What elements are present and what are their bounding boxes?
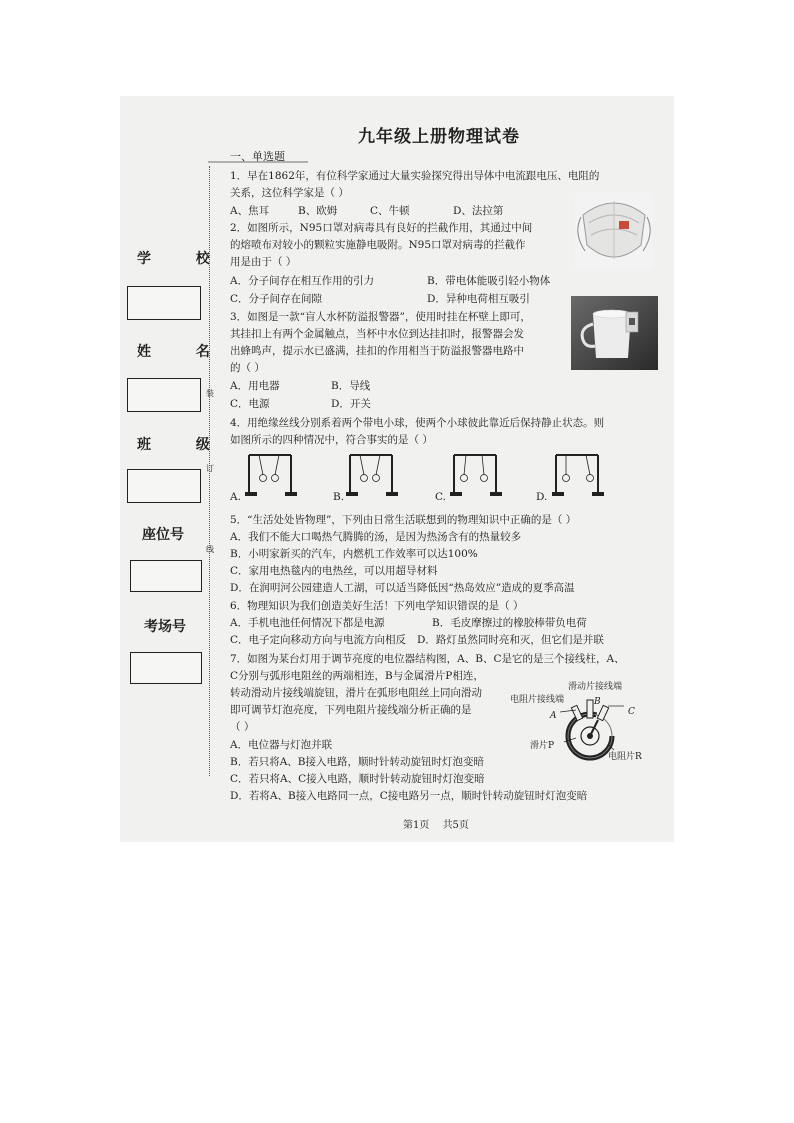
section-underline bbox=[208, 160, 308, 164]
page-number: 第1页 bbox=[403, 820, 430, 831]
potentiometer-diagram bbox=[530, 692, 640, 762]
exam-room-field[interactable] bbox=[130, 652, 202, 684]
q4-figure-c bbox=[450, 453, 506, 499]
class-field[interactable] bbox=[127, 469, 201, 503]
fig7-resistor-terminal-label: 电阻片接线端 bbox=[510, 695, 565, 705]
q4-option-b: B. bbox=[333, 491, 345, 503]
fig7-resistor-label: 电阻片R bbox=[608, 752, 642, 762]
q3-stem: 其挂扣上有两个金属触点，当杯中水位到达挂扣时，报警器会发 bbox=[230, 328, 524, 340]
q4-figure-d bbox=[552, 453, 608, 499]
q5-option-a: A．我们不能大口喝热气腾腾的汤，是因为热汤含有的热量较多 bbox=[230, 531, 522, 543]
seat-number-label: 座位号 bbox=[142, 527, 184, 543]
q7-stem: 转动滑动片接线端旋钮，滑片在弧形电阻丝上同向滑动 bbox=[230, 687, 482, 699]
q5-option-d: D．在润明河公园建造人工湖，可以适当降低因“热岛效应”造成的夏季高温 bbox=[230, 582, 575, 594]
q3-stem: 出蜂鸣声，提示水已盛满，挂扣的作用相当于防溢报警器电路中 bbox=[230, 345, 524, 357]
q6-option-c: C．电子定向移动方向与电流方向相反 bbox=[230, 634, 407, 646]
q4-option-d: D. bbox=[536, 491, 548, 503]
q7-stem: C分别与弧形电阻丝的两端相连，B与金属滑片P相连， bbox=[230, 670, 484, 682]
cup-alarm-photo bbox=[571, 296, 658, 370]
fig7-terminal-a: A bbox=[550, 711, 557, 721]
q4-figure-b bbox=[346, 453, 402, 499]
q2-option-a: A．分子间存在相互作用的引力 bbox=[230, 275, 375, 287]
q6-option-a: A．手机电池任何情况下都是电源 bbox=[230, 617, 385, 629]
q3-option-d: D．开关 bbox=[331, 398, 371, 410]
q3-option-c: C．电源 bbox=[230, 398, 270, 410]
q5-option-c: C．家用电热毯内的电热丝，可以用超导材料 bbox=[230, 565, 438, 577]
q7-option-d: D．若将A、B接入电路同一点，C接电路另一点，顺时针转动旋钮时灯泡变暗 bbox=[230, 790, 588, 802]
q3-stem: 3．如图是一款“盲人水杯防溢报警器”，使用时挂在杯壁上即可， bbox=[230, 311, 531, 323]
q3-option-a: A．用电器 bbox=[230, 380, 280, 392]
fig7-slider-terminal-label: 滑动片接线端 bbox=[568, 682, 623, 692]
q5-option-b: B．小明家新买的汽车，内燃机工作效率可以达100% bbox=[230, 548, 478, 560]
q7-stem: 7．如图为某台灯用于调节亮度的电位器结构图，A、B、C是它的是三个接线柱，A、 bbox=[230, 653, 625, 665]
section-heading: 一、单选题 bbox=[230, 150, 285, 163]
name-label: 姓 名 bbox=[137, 344, 230, 360]
q2-option-b: B．带电体能吸引轻小物体 bbox=[427, 275, 551, 287]
page-footer bbox=[403, 816, 479, 831]
q1-stem: 1．早在1862年，有位科学家通过大量实验探究得出导体中电流跟电压、电阻的 bbox=[230, 170, 600, 182]
binding-mark: 装 bbox=[206, 389, 214, 398]
q2-option-d: D．异种电荷相互吸引 bbox=[427, 293, 530, 305]
n95-mask-image bbox=[575, 193, 653, 269]
q1-option-b: B、欧姆 bbox=[298, 205, 338, 217]
fig7-slider-label: 滑片P bbox=[530, 741, 555, 751]
q6-option-d: D．路灯虽然同时亮和灭，但它们是并联 bbox=[417, 634, 604, 646]
q4-stem: 4．用绝缘丝线分别系着两个带电小球，使两个小球彼此靠近后保持静止状态。则 bbox=[230, 417, 605, 429]
school-field[interactable] bbox=[127, 286, 201, 320]
binding-mark: 订 bbox=[206, 464, 214, 473]
exam-room-label: 考场号 bbox=[144, 619, 186, 635]
class-label: 班 级 bbox=[137, 437, 230, 453]
q4-stem: 如图所示的四种情况中，符合事实的是（ ） bbox=[230, 434, 433, 446]
q5-stem: 5．“生活处处皆物理”，下列由日常生活联想到的物理知识中正确的是（ ） bbox=[230, 514, 577, 526]
q7-option-c: C．若只将A、C接入电路，顺时针转动旋钮时灯泡变暗 bbox=[230, 773, 485, 785]
q2-stem: 用是由于（ ） bbox=[230, 256, 297, 268]
page-title: 九年级上册物理试卷 bbox=[358, 127, 520, 147]
q1-option-a: A、焦耳 bbox=[230, 205, 270, 217]
school-label: 学 校 bbox=[137, 251, 230, 267]
q2-stem: 的熔喷布对较小的颗粒实施静电吸附。N95口罩对病毒的拦截作 bbox=[230, 239, 526, 251]
q3-stem: 的（ ） bbox=[230, 362, 265, 374]
q1-option-d: D、法拉第 bbox=[453, 205, 504, 217]
q6-stem: 6．物理知识为我们创造美好生活！下列电学知识错误的是（ ） bbox=[230, 600, 524, 612]
q4-option-a: A. bbox=[230, 491, 241, 503]
binding-mark: 线 bbox=[206, 545, 214, 554]
q7-option-a: A．电位器与灯泡并联 bbox=[230, 739, 333, 751]
page-total: 共5页 bbox=[442, 820, 469, 831]
q3-option-b: B．导线 bbox=[331, 380, 371, 392]
name-field[interactable] bbox=[127, 378, 201, 412]
exam-paper bbox=[120, 96, 674, 842]
q1-option-c: C、牛顿 bbox=[370, 205, 410, 217]
fig7-terminal-c: C bbox=[628, 707, 635, 717]
fig7-terminal-b: B bbox=[594, 697, 601, 707]
q7-stem: 即可调节灯泡亮度，下列电阻片接线端分析正确的是 bbox=[230, 704, 472, 716]
q4-figure-a bbox=[245, 453, 301, 499]
seat-number-field[interactable] bbox=[130, 560, 202, 592]
q2-stem: 2．如图所示，N95口罩对病毒具有良好的拦截作用，其通过中间 bbox=[230, 222, 533, 234]
q6-option-b: B．毛皮摩擦过的橡胶棒带负电荷 bbox=[432, 617, 587, 629]
q2-option-c: C．分子间存在间隙 bbox=[230, 293, 323, 305]
q4-option-c: C. bbox=[435, 491, 446, 503]
q7-option-b: B．若只将A、B接入电路，顺时针转动旋钮时灯泡变暗 bbox=[230, 756, 485, 768]
q1-stem: 关系，这位科学家是（ ） bbox=[230, 187, 349, 199]
q7-stem: （ ） bbox=[230, 721, 255, 733]
